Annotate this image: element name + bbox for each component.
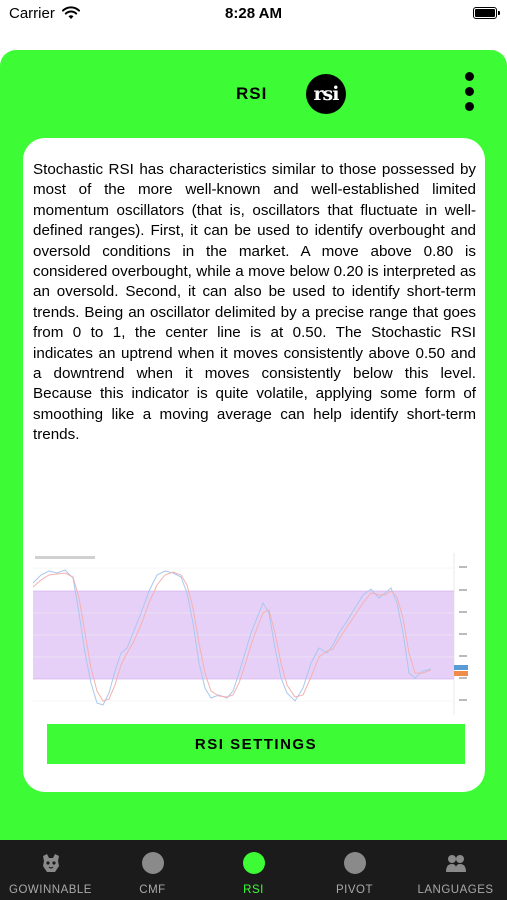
tab-rsi[interactable] <box>203 840 304 900</box>
circle-icon <box>243 852 265 874</box>
tab-label: CMF <box>139 884 166 896</box>
tab-label: GOWINNABLE <box>9 884 92 896</box>
tab-label: PIVOT <box>335 884 373 896</box>
rsi-logo <box>306 74 346 114</box>
tab-label: RSI <box>243 884 264 896</box>
tab-cmf[interactable] <box>102 840 203 900</box>
status-time: 8:28 AM <box>225 5 282 22</box>
more-options-icon[interactable] <box>463 72 475 116</box>
rsi-chart-image <box>33 553 469 715</box>
rsi-settings-button[interactable]: RSI SETTINGS <box>47 724 465 764</box>
rsi-description: Stochastic RSI has characteristics similar to those possessed by most of the more well-known and well-established limited momentum oscillators (that is, oscillators that fluctuate in well-defined ranges). First, it can be used to identify overbought and oversold conditions in the market. A move above 0.80 is considered overbought, while a move below 0.20 is interpreted as an oversold. Second, it can also be used to identify short-term trends. Being an oscillator delimited by a precise range that goes from 0 to 1, the center line is at 0.50. The Stochastic RSI indicates an uptrend when it moves consistently above 0.50 and a downtrend when it moves consistently below this level. Because this indicator is quite volatile, applying some form of smoothing like a moving average can help identify short-term trends. <box>33 161 476 444</box>
tab-languages[interactable] <box>405 840 506 900</box>
gowinnable-icon <box>40 852 62 874</box>
languages-icon <box>445 852 467 874</box>
circle-icon <box>344 852 366 874</box>
page-title: RSI <box>236 84 268 103</box>
battery-icon <box>473 7 497 19</box>
status-bar <box>0 0 507 30</box>
carrier-label: Carrier <box>9 5 55 22</box>
tab-pivot[interactable] <box>304 840 405 900</box>
tab-label: LANGUAGES <box>417 884 494 896</box>
logo-text: rsi <box>313 83 339 105</box>
circle-icon <box>142 852 164 874</box>
tab-bar <box>0 840 507 900</box>
tab-gowinnable[interactable] <box>0 840 101 900</box>
